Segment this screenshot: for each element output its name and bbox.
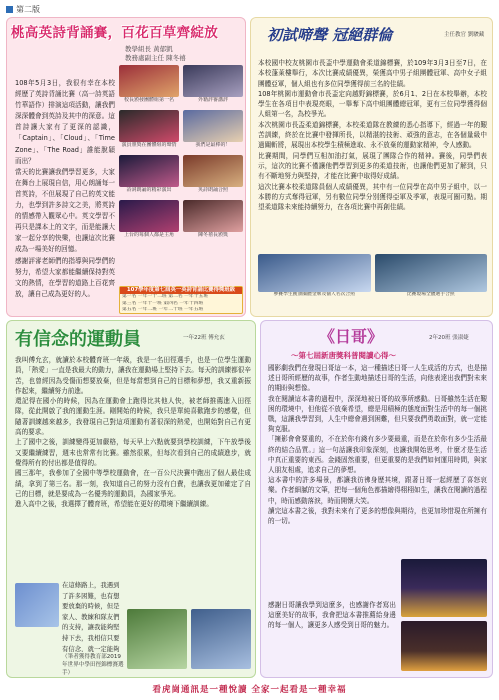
poem-photo: [119, 200, 179, 239]
photo-image: [183, 65, 243, 97]
poem-photo: [183, 110, 243, 149]
book-body-end: [268, 600, 396, 672]
poem-photo: [119, 110, 179, 149]
poem-byline-2: 教務處副主任 陳冬禧: [125, 54, 186, 62]
judo-body: [258, 58, 487, 248]
photo-caption: 英詩朗誦合照: [197, 187, 228, 193]
poem-byline-1: 教學組長 黃郁凱: [125, 45, 173, 53]
photo-caption: 演員頒獎在團體組的聲情: [121, 142, 177, 148]
book-body-text: 國影劇我們在發現日哥這一本，這一種描述日哥一人生成活的方式，也是描述日哥所經歷的故事，作者生動地描述日哥的生活，向他表達出我們對未來的期盼與想像。 我在閱讀這本書的過程中，深深地被日哥的故事所感動。日哥雖然生活在艱困的環境中，但他從不放棄希望，總是用積極的態度面對生活中的每一個挑戰，這讓我學習到，人生中總會遇到困難，但只要我們勇敢面對，就一定能夠克服。 「擁影會會要重的，不在於你有錢有多少要最重，而是在於你有多少生活最終的結合品質。」這一句話讓我印象深刻，也讓我開始思考，什麼才是生活中真正重要的東西。金錢固然重要，但更重要的是我們如何運用時間，與家人朋友相處，追求自己的夢想。 這本書中的許多場景，都讓我彷彿身歷其境，跟著日哥一起經歷了喜怒哀樂。作者細膩的文筆，把每一個角色都描繪得栩栩如生，讓我在閱讀的過程中，時而感動落淚，時而開懷大笑。 讀完這本書之後，我對未來有了更多的想像與期待，也更加珍惜現在所擁有的一切。: [268, 364, 487, 526]
photo-caption: 校長頒發團體組第一名: [123, 97, 174, 103]
book-title: 《日哥》: [319, 327, 384, 346]
poem-photo: [183, 155, 243, 194]
results-line: 第三名 一年十一班 第四名 一年十四班: [122, 300, 204, 306]
sport-article: [6, 320, 256, 678]
sport-body-text: 我叫傅允玄，就讀於本校體育班一年級，我是一名田徑選手，也是一位學生運動員，「熱愛」一直是我最大的動力，讓我在運動場上堅持下去。每天的訓練都很辛苦，也曾經因為受傷而想要放棄，但是每當想到自己的目標和夢想，我又重新振作起來，繼續努力前進。 還記得在國小的時候，因為在運動會上跑得比其他人快，被老師推薦進入田徑隊，從此開啟了我的運動生涯。剛開始的時候，我只是單純喜歡跑步的感覺，但隨著訓練越來越多，我發現自己對這項運動有著很深的熱愛，也開始對自己有更高的要求。 上了國中之後，訓練變得更加嚴格，每天早上六點就要到學校訓練，下午放學後又要繼續練習，週末也常常有比賽。雖然很累，但每次看到自己的成績進步，就覺得所有的付出都是值得的。 國三那年，我參加了全國中等學校運動會，在一百公尺決賽中跑出了個人最佳成績，拿到了第三名。那一刻，我知道自己的努力沒有白費，也讓我更加確定了自己的目標，就是要成為一名優秀的運動員，為國家爭光。 進入高中之後，我選擇了體育班，希望能在更好的環境下繼續訓練。: [15, 356, 251, 509]
judo-title: 初試啼聲 冠絕群倫: [267, 26, 393, 44]
photo-caption: 我們是最棒的！: [195, 142, 231, 148]
poem-byline: [125, 45, 186, 63]
page-label: 第二版: [16, 4, 40, 14]
poem-title: 桃高英詩背誦賽，百花百草齊綻放: [11, 25, 218, 41]
photo-image: [119, 110, 179, 142]
photo-image: [119, 155, 179, 187]
poem-photo: [119, 65, 179, 104]
sport-note: （筆者獲得教育部2019年世界中學田徑錦標賽選手）: [62, 654, 124, 676]
photo-image: [375, 254, 488, 292]
book-author: 2年20班 張淑婕: [429, 335, 469, 341]
sport-author: 一年22班 傅允玄: [183, 335, 225, 341]
photo-image: [183, 155, 243, 187]
judo-author: 主任教官 劉駿藏: [444, 32, 485, 38]
book-body: [268, 363, 487, 557]
page-marker-square: [6, 6, 13, 13]
poem-photo-grid: [119, 65, 243, 239]
judo-body-text: 本校國中校友桃園市長盃中學運動會柔道錦標賽，於109年3月3日至7日，在本校蓬萊樓舉行，本次比賽成績優異，榮獲高中男子組團體冠軍、高中女子組團體亞軍，個人組也有多位同學獲得前三名的佳績。 108年桃園市運動會市長盃定向越野錦標賽，於6月1、2日在本校舉辦，本校學生在各項目中表現亮眼，一舉奪下高中組團體總冠軍，更有三位同學獲得個人組第一名，為校爭光。 本次桃園市長盃柔道錦標賽，本校柔道隊在教練的悉心指導下，經過一年的艱苦訓練，終於在比賽中發揮所長，以精湛的技術、頑強的意志，在各個量級中過關斬將，展現出本校學生積極進取、永不放棄的運動家精神，令人感動。 比賽期間，同學們互相加油打氣，展現了團隊合作的精神。賽後，同學們表示，這次的比賽不僅讓他們學習到更多的柔道技術，也讓他們更加了解到，只有不斷地努力與堅持，才能在比賽中取得好成績。 這次比賽本校柔道隊員個人成績優異，其中有一位同學在高中男子組中，以一本勝的方式奪得冠軍，另有數位同學分別獲得亞軍及季軍，表現可圈可點。期望柔道隊未來能持續努力，在各項比賽中再創佳績。: [258, 59, 487, 212]
poem-photo: [183, 200, 243, 239]
book-article: [260, 320, 493, 678]
sport-photo-team: [191, 609, 251, 669]
photo-image: [183, 200, 243, 232]
poem-body: [15, 78, 115, 314]
photo-caption: 陳冬禧長頒獎: [197, 232, 228, 238]
photo-caption: 外籍評審講評: [197, 97, 228, 103]
poem-results-box: [119, 286, 243, 314]
poem-photo: [183, 65, 243, 104]
results-line: 第一名 一年一十二班 第二名 一年十五班: [122, 294, 209, 299]
book-photo-festival: [401, 621, 487, 671]
photo-caption: 比賽現場全體選手合照: [406, 292, 455, 297]
poem-article: [6, 17, 246, 317]
photo-caption: 參賽學生獲頒團體金牌及個人名次合照: [273, 292, 356, 297]
photo-image: [119, 65, 179, 97]
sport-side-text: [62, 580, 122, 652]
judo-photo: [375, 254, 488, 304]
sport-title: 有信念的運動員: [15, 329, 141, 350]
photo-caption: 詩詞朗誦的精彩演出: [126, 187, 172, 193]
poem-body-text: 108年5月3日，我很有幸在本校經歷了英詩背誦比賽（高一詩英語竹華語作）排演這項活動，讓我們深深體會到英詩及其中的深意。這首詩讓大家有了更深的認識，「Captain」、「Cloud」、「Time Zone」、「The Road」誰能脫穎而出？ 當天的比賽讓我們學習更多，大家在舞台上展現自信，用心朗誦每一首英詩，不但展現了自己的英文能力，也學到許多詩文之美，將英詩的情感帶入觀眾心中。英文學習不再只是課本上的文字，而是能讓大家一起分享的快樂，也讓這次比賽成為一場美好的回憶。 感謝評審老師們的指導與同學們的努力，希望大家都能繼續保持對英文的熱情，在學習的道路上百花齊放，讓自己成為更好的人。: [15, 79, 115, 298]
poem-photo: [119, 155, 179, 194]
page-marker: [6, 3, 40, 15]
results-line: 第五名 一年二班 一年二十班 一年五班: [122, 307, 204, 312]
sport-side-paragraph: 在這條路上，我遇到了許多困難，也有想要放棄的時候，但是家人、教練和隊友們的支持，讓我能夠堅持下去，我相信只要有信念，就一定能夠: [62, 581, 120, 652]
judo-photo-grid: [258, 254, 487, 304]
judo-article: [250, 17, 493, 317]
sport-body: [15, 355, 251, 577]
photo-image: [119, 200, 179, 232]
photo-caption: 上台的每個人都是主角: [123, 232, 174, 238]
book-subtitle: ～第七屆新唐獎科普閱讀心得～: [291, 351, 396, 360]
results-title: 107學年度第七屆英一英詩背誦比賽得獎班級: [120, 287, 242, 294]
book-photo-night: [401, 559, 487, 617]
sport-photo-flag: [15, 583, 59, 627]
photo-image: [258, 254, 371, 292]
book-body-end-text: 感謝日哥讓我學到這麼多，也感謝作者寫出這麼美好的故事，我會把這本書推薦給身邊的每一個人，讓更多人感受到日哥的魅力。: [268, 601, 396, 630]
judo-photo: [258, 254, 371, 304]
photo-image: [183, 110, 243, 142]
footer-slogan: 看虎崗通訊是一種悅讀 全家一起看是一種幸福: [152, 685, 347, 695]
sport-photo-run: [127, 609, 187, 669]
